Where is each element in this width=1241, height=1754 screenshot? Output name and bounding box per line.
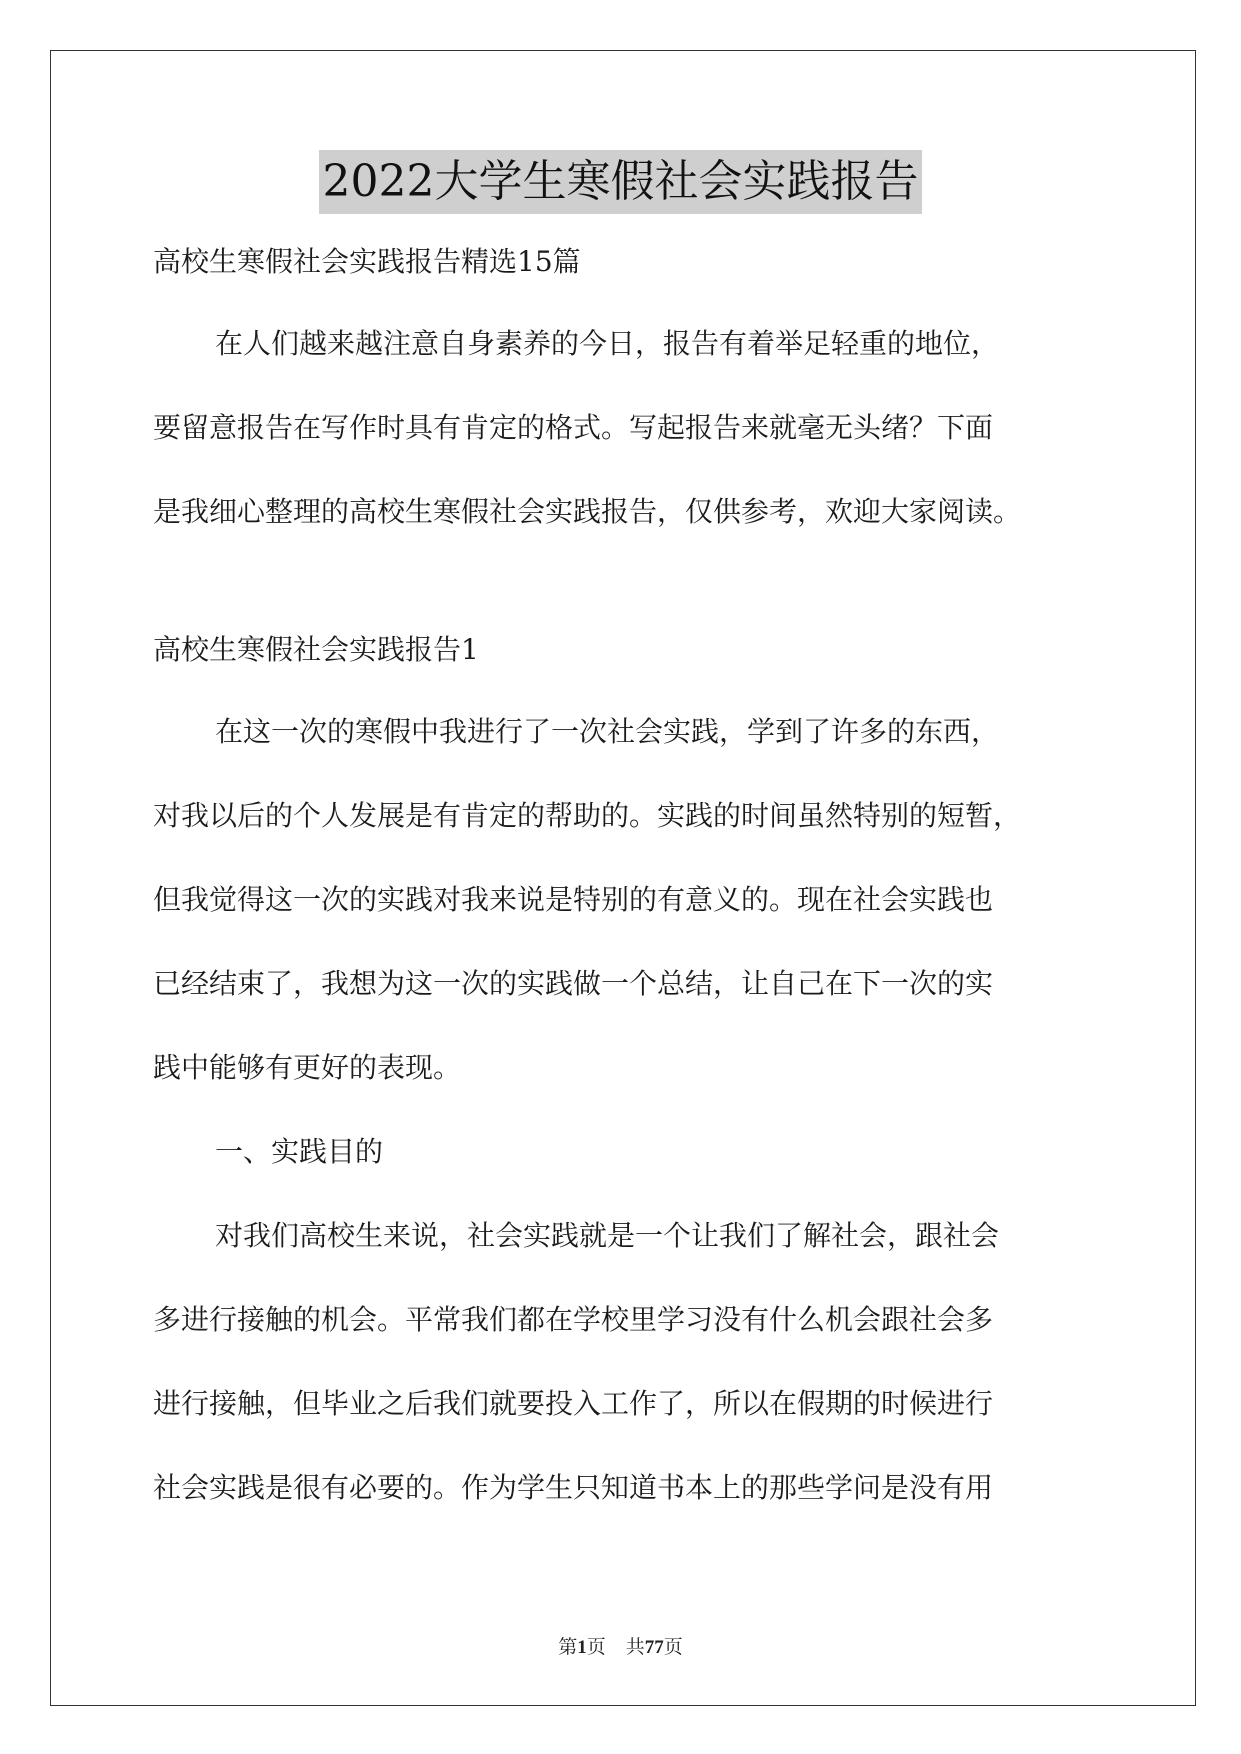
section1-paragraph bbox=[153, 690, 1113, 1110]
page-prefix: 第 bbox=[558, 1637, 578, 1658]
paragraph-line: 进行接触，但毕业之后我们就要投入工作了，所以在假期的时候进行 bbox=[153, 1387, 994, 1420]
paragraph-line: 是我细心整理的高校生寒假社会实践报告，仅供参考，欢迎大家阅读。 bbox=[153, 495, 1022, 528]
total-prefix: 共 bbox=[625, 1637, 645, 1658]
page-number: 1 bbox=[577, 1637, 587, 1658]
intro-paragraph bbox=[153, 302, 1113, 554]
document-subtitle: 高校生寒假社会实践报告精选15篇 bbox=[153, 245, 581, 278]
subsection-heading: 一、实践目的 bbox=[215, 1135, 384, 1168]
total-pages: 77 bbox=[644, 1637, 664, 1658]
document-body bbox=[153, 230, 1113, 1530]
paragraph-line: 在人们越来越注意自身素养的今日，报告有着举足轻重的地位， bbox=[215, 327, 1000, 360]
page-footer bbox=[0, 1632, 1241, 1659]
section-title: 高校生寒假社会实践报告1 bbox=[153, 633, 479, 666]
paragraph-line: 对我们高校生来说，社会实践就是一个让我们了解社会，跟社会 bbox=[215, 1219, 1000, 1252]
paragraph-line: 要留意报告在写作时具有肯定的格式。写起报告来就毫无头绪？下面 bbox=[153, 411, 994, 444]
page-suffix: 页 bbox=[586, 1637, 606, 1658]
paragraph-line: 多进行接触的机会。平常我们都在学校里学习没有什么机会跟社会多 bbox=[153, 1303, 994, 1336]
paragraph-line: 社会实践是很有必要的。作为学生只知道书本上的那些学问是没有用 bbox=[153, 1471, 994, 1504]
paragraph-line: 在这一次的寒假中我进行了一次社会实践，学到了许多的东西， bbox=[215, 715, 1000, 748]
document-title: 2022大学生寒假社会实践报告 bbox=[319, 150, 923, 214]
purpose-paragraph bbox=[153, 1194, 1113, 1530]
total-suffix: 页 bbox=[663, 1637, 683, 1658]
purpose-heading-block bbox=[153, 1110, 1113, 1194]
paragraph-line: 践中能够有更好的表现。 bbox=[153, 1051, 462, 1084]
paragraph-line: 但我觉得这一次的实践对我来说是特别的有意义的。现在社会实践也 bbox=[153, 883, 994, 916]
title-container bbox=[0, 150, 1241, 214]
paragraph-line: 已经结束了，我想为这一次的实践做一个总结，让自己在下一次的实 bbox=[153, 967, 994, 1000]
paragraph-line: 对我以后的个人发展是有肯定的帮助的。实践的时间虽然特别的短暂， bbox=[153, 799, 1022, 832]
